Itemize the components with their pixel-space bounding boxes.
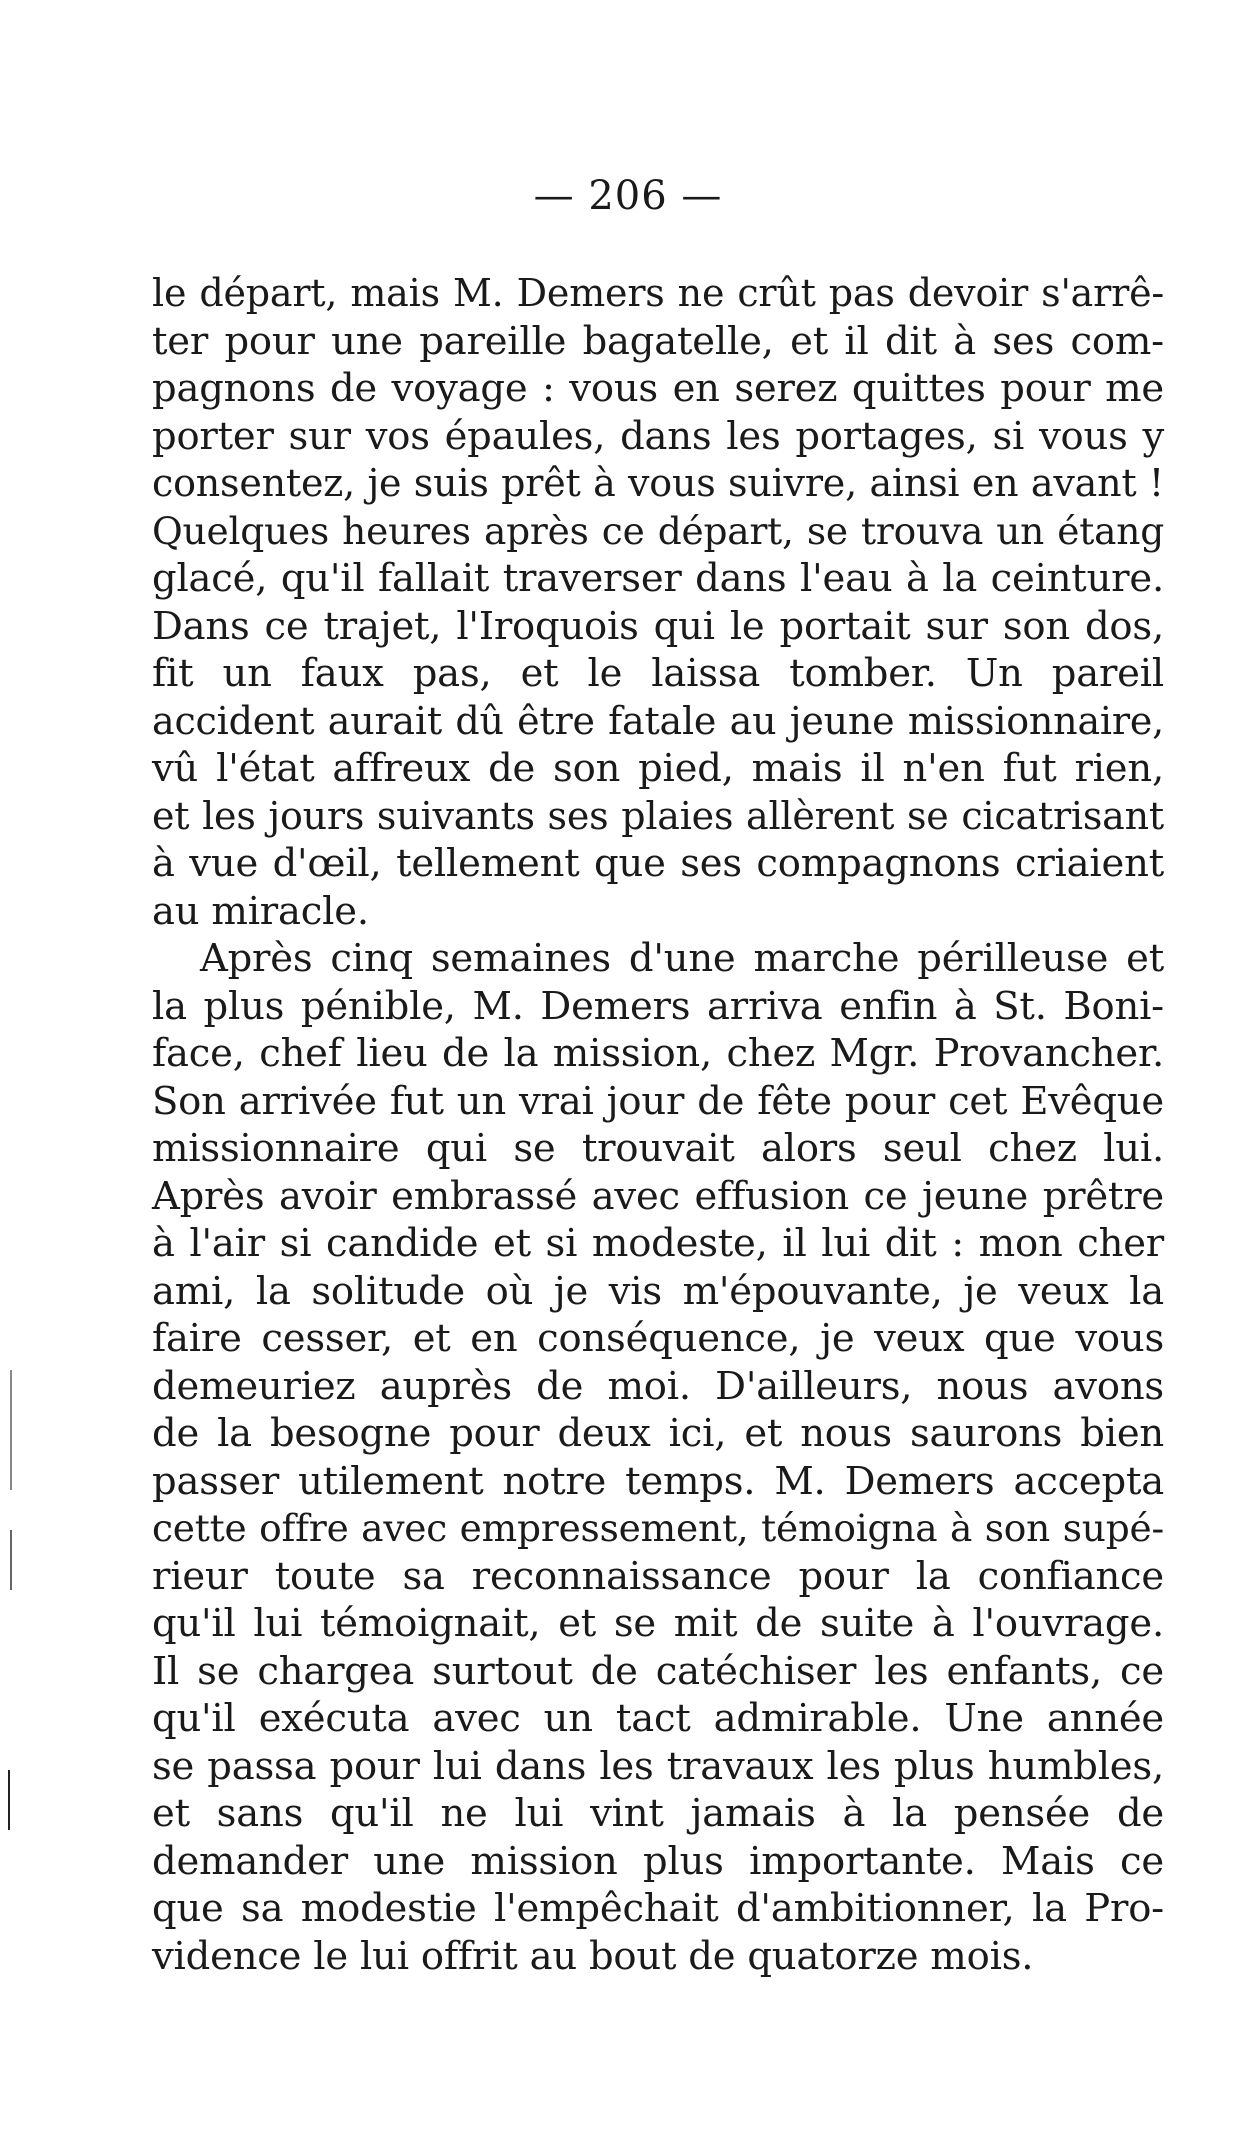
text-line: vidence le lui offrit au bout de quatorze mois. [152,1933,1034,1979]
text-line: glacé, qu'il fallait traverser dans l'eau à la ceinture. [152,556,1164,601]
text-line: vû l'état affreux de son pied, mais il n'en fut rien, [152,746,1164,791]
text-line: le départ, mais M. Demers ne crût pas devoir s'arrê- [152,271,1164,315]
text-line: de la besogne pour deux ici, et nous saurons bien [152,1411,1164,1456]
scan-mark [10,1530,12,1590]
text-line: qu'il lui témoignait, et se mit de suite à l'ouvrage. [152,1601,1164,1646]
text-line: Après cinq semaines d'une marche périlleuse et [200,936,1164,981]
text-line: cette offre avec empressement, témoigna à son supé- [152,1506,1164,1550]
text-line: face, chef lieu de la mission, chez Mgr. Provancher. [152,1031,1164,1076]
text-line: fit un faux pas, et le laissa tomber. Un pareil [152,651,1164,696]
paragraph-2 [152,935,1164,1980]
text-line: Quelques heures après ce départ, se trouva un étang [152,508,1164,553]
text-line: passer utilement notre temps. M. Demers accepta [152,1458,1164,1504]
text-line: qu'il exécuta avec un tact admirable. Une année [152,1696,1164,1741]
text-line: accident aurait dû être fatale au jeune missionnaire, [152,698,1164,743]
text-line: missionnaire qui se trouvait alors seul chez lui. [152,1126,1164,1171]
text-line: à vue d'œil, tellement que ses compagnons criaient [152,841,1164,886]
text-line: et sans qu'il ne lui vint jamais à la pensée de [152,1791,1164,1836]
text-line: rieur toute sa reconnaissance pour la confiance [152,1553,1164,1599]
text-line: et les jours suivants ses plaies allèrent se cicatrisant [152,793,1164,838]
text-line: que sa modestie l'empêchait d'ambitionner, la Pro- [152,1886,1164,1931]
text-line: Dans ce trajet, l'Iroquois qui le portait sur son dos, [152,603,1164,649]
text-line: demander une mission plus importante. Mais ce [152,1838,1164,1884]
text-line: se passa pour lui dans les travaux les plus humbles, [152,1743,1164,1789]
body-text [152,270,1164,1980]
text-line: faire cesser, et en conséquence, je veux que vous [152,1316,1164,1361]
text-line: Son arrivée fut un vrai jour de fête pour cet Evêque [152,1078,1164,1124]
text-line: demeuriez auprès de moi. D'ailleurs, nous avons [152,1363,1164,1409]
text-line: porter sur vos épaules, dans les portages, si vous y [152,413,1164,459]
page-number: — 206 — [533,173,723,219]
text-line: consentez, je suis prêt à vous suivre, ainsi en avant ! [152,461,1164,505]
text-line: au miracle. [152,888,369,934]
text-line: ter pour une pareille bagatelle, et il dit à ses com- [152,318,1164,364]
scan-mark [8,1770,10,1830]
text-line: Après avoir embrassé avec effusion ce jeune prêtre [152,1173,1164,1219]
text-line: à l'air si candide et si modeste, il lui dit : mon cher [152,1221,1164,1266]
text-line: pagnons de voyage : vous en serez quittes pour me [152,366,1164,411]
text-line: la plus pénible, M. Demers arriva enfin à St. Boni- [152,983,1164,1029]
text-line: Il se chargea surtout de catéchiser les enfants, ce [152,1648,1164,1694]
text-line: ami, la solitude où je vis m'épouvante, je veux la [152,1268,1164,1314]
paragraph-1 [152,270,1164,935]
scan-mark [10,1370,12,1490]
